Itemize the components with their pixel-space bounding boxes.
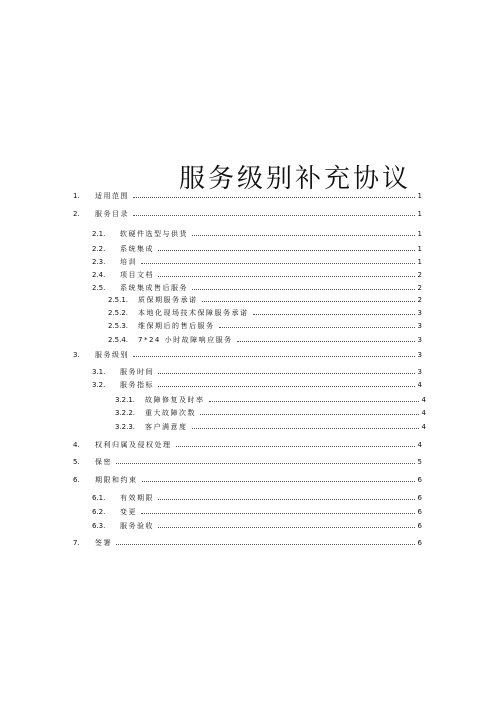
toc-leader-dots bbox=[116, 463, 415, 464]
toc-entry-label: 服务验收 bbox=[120, 522, 154, 530]
toc-entry-label: 质保期服务承诺 bbox=[138, 296, 198, 304]
toc-entry-number: 4. bbox=[73, 441, 80, 449]
toc-entry[interactable] bbox=[108, 305, 422, 317]
toc-entry-label: 系统集成 bbox=[120, 245, 154, 253]
toc-leader-dots bbox=[209, 401, 419, 402]
toc-entry-page-number: 5 bbox=[417, 458, 422, 466]
toc-entry-number: 2.5. bbox=[92, 284, 106, 292]
toc-entry-label: 变更 bbox=[120, 508, 137, 516]
toc-leader-dots bbox=[133, 197, 415, 198]
toc-entry-number: 3.2.2. bbox=[115, 409, 136, 417]
toc-entry-page-number: 1 bbox=[417, 258, 422, 266]
toc-leader-dots bbox=[116, 544, 415, 545]
document-title: 服务级别补充协议 bbox=[178, 164, 411, 194]
toc-entry[interactable] bbox=[92, 241, 422, 253]
toc-entry[interactable] bbox=[73, 437, 422, 449]
toc-entry[interactable] bbox=[108, 318, 422, 330]
toc-entry-page-number: 3 bbox=[417, 322, 422, 330]
toc-entry-label: 适用范围 bbox=[95, 192, 129, 200]
toc-entry[interactable] bbox=[92, 504, 422, 516]
toc-entry-label: 系统集成售后服务 bbox=[120, 284, 188, 292]
toc-entry[interactable] bbox=[92, 377, 422, 389]
toc-entry[interactable] bbox=[73, 206, 422, 218]
toc-leader-dots bbox=[158, 386, 415, 387]
toc-entry[interactable] bbox=[92, 254, 422, 266]
toc-entry[interactable] bbox=[115, 419, 426, 431]
toc-entry[interactable] bbox=[92, 280, 422, 292]
toc-entry-label: 签署 bbox=[95, 539, 112, 547]
toc-leader-dots bbox=[237, 341, 415, 342]
toc-entry-page-number: 4 bbox=[421, 409, 426, 417]
toc-entry-number: 2.4. bbox=[92, 271, 106, 279]
toc-entry[interactable] bbox=[108, 332, 422, 344]
toc-entry-number: 3.2.1. bbox=[115, 396, 136, 404]
toc-entry-number: 6.3. bbox=[92, 522, 106, 530]
toc-entry[interactable] bbox=[92, 490, 422, 502]
toc-entry-number: 2. bbox=[73, 210, 80, 218]
toc-entry-page-number: 2 bbox=[417, 296, 422, 304]
toc-entry[interactable] bbox=[73, 535, 422, 547]
toc-entry-label: 项目文档 bbox=[120, 271, 154, 279]
toc-entry-page-number: 6 bbox=[417, 539, 422, 547]
toc-entry-label: 服务指标 bbox=[120, 381, 154, 389]
toc-leader-dots bbox=[142, 481, 415, 482]
toc-entry-label: 服务目录 bbox=[95, 210, 129, 218]
toc-entry-page-number: 4 bbox=[417, 441, 422, 449]
toc-entry-label: 维保期后的售后服务 bbox=[138, 322, 215, 330]
toc-entry-page-number: 6 bbox=[417, 494, 422, 502]
toc-entry-label: 培训 bbox=[120, 258, 137, 266]
toc-entry-page-number: 4 bbox=[421, 396, 426, 404]
toc-leader-dots bbox=[158, 373, 415, 374]
toc-entry-page-number: 1 bbox=[417, 192, 422, 200]
toc-leader-dots bbox=[192, 235, 415, 236]
toc-entry[interactable] bbox=[73, 454, 422, 466]
toc-entry[interactable] bbox=[108, 292, 422, 304]
toc-entry-number: 3. bbox=[73, 351, 80, 359]
toc-leader-dots bbox=[133, 215, 415, 216]
toc-entry-number: 3.1. bbox=[92, 368, 106, 376]
toc-entry-page-number: 2 bbox=[417, 271, 422, 279]
toc-entry[interactable] bbox=[92, 518, 422, 530]
toc-entry-label: 本地化现场技术保障服务承诺 bbox=[138, 309, 249, 317]
toc-entry-page-number: 6 bbox=[417, 476, 422, 484]
toc-leader-dots bbox=[253, 314, 415, 315]
toc-entry-page-number: 6 bbox=[417, 508, 422, 516]
toc-leader-dots bbox=[141, 263, 415, 264]
toc-entry-label: 有效期限 bbox=[120, 494, 154, 502]
toc-leader-dots bbox=[158, 527, 415, 528]
toc-entry-page-number: 6 bbox=[417, 522, 422, 530]
toc-entry[interactable] bbox=[73, 347, 422, 359]
toc-entry-number: 6. bbox=[73, 476, 80, 484]
toc-entry-number: 6.1. bbox=[92, 494, 106, 502]
toc-entry-page-number: 4 bbox=[421, 423, 426, 431]
toc-leader-dots bbox=[141, 513, 415, 514]
toc-entry-number: 1. bbox=[73, 192, 80, 200]
toc-leader-dots bbox=[133, 356, 415, 357]
toc-entry-label: 期限和约束 bbox=[95, 476, 138, 484]
toc-entry-number: 3.2.3. bbox=[115, 423, 136, 431]
toc-leader-dots bbox=[202, 301, 415, 302]
toc-entry-number: 7. bbox=[73, 539, 80, 547]
toc-entry-number: 2.5.3. bbox=[108, 322, 129, 330]
toc-entry-label: 权利归属及侵权处理 bbox=[95, 441, 172, 449]
toc-entry-number: 3.2. bbox=[92, 381, 106, 389]
toc-entry-number: 5. bbox=[73, 458, 80, 466]
toc-entry-page-number: 1 bbox=[417, 245, 422, 253]
toc-leader-dots bbox=[158, 250, 415, 251]
toc-leader-dots bbox=[192, 428, 419, 429]
toc-entry-page-number: 3 bbox=[417, 309, 422, 317]
toc-entry[interactable] bbox=[115, 392, 426, 404]
toc-leader-dots bbox=[158, 499, 415, 500]
toc-entry[interactable] bbox=[73, 188, 422, 200]
toc-entry-label: 保密 bbox=[95, 458, 112, 466]
toc-entry-page-number: 4 bbox=[417, 381, 422, 389]
toc-entry-label: 故障修复及时率 bbox=[145, 396, 205, 404]
toc-leader-dots bbox=[176, 446, 415, 447]
toc-entry[interactable] bbox=[115, 405, 426, 417]
toc-entry-page-number: 3 bbox=[417, 351, 422, 359]
toc-entry-number: 2.2. bbox=[92, 245, 106, 253]
toc-entry-page-number: 3 bbox=[417, 368, 422, 376]
toc-leader-dots bbox=[219, 327, 415, 328]
toc-entry[interactable] bbox=[92, 226, 422, 238]
toc-entry-page-number: 1 bbox=[417, 230, 422, 238]
toc-entry-label: 服务时间 bbox=[120, 368, 154, 376]
toc-entry-label: 服务级别 bbox=[95, 351, 129, 359]
toc-entry-label: 客户满意度 bbox=[145, 423, 188, 431]
toc-entry-label: 重大故障次数 bbox=[145, 409, 196, 417]
toc-entry-number: 2.1. bbox=[92, 230, 106, 238]
toc-entry-page-number: 2 bbox=[417, 284, 422, 292]
toc-leader-dots bbox=[200, 414, 419, 415]
toc-entry-number: 2.5.2. bbox=[108, 309, 129, 317]
toc-entry-page-number: 3 bbox=[417, 336, 422, 344]
toc-leader-dots bbox=[158, 276, 415, 277]
toc-entry-label: 7*24 小时故障响应服务 bbox=[138, 336, 233, 344]
toc-entry[interactable] bbox=[92, 267, 422, 279]
toc-entry-number: 2.5.4. bbox=[108, 336, 129, 344]
toc-entry-page-number: 1 bbox=[417, 210, 422, 218]
toc-leader-dots bbox=[192, 289, 415, 290]
toc-entry-number: 6.2. bbox=[92, 508, 106, 516]
toc-entry[interactable] bbox=[73, 472, 422, 484]
toc-entry-label: 软硬件选型与供货 bbox=[120, 230, 188, 238]
toc-entry[interactable] bbox=[92, 364, 422, 376]
toc-entry-number: 2.3. bbox=[92, 258, 106, 266]
toc-entry-number: 2.5.1. bbox=[108, 296, 129, 304]
